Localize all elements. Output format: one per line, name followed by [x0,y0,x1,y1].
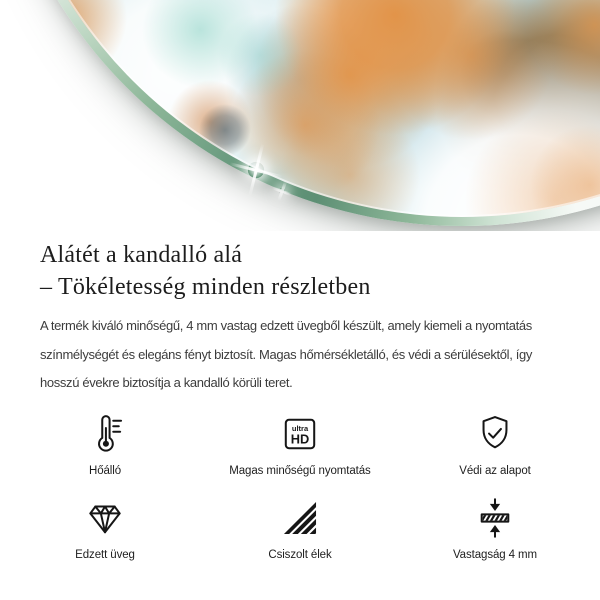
description-line: A termék kiváló minőségű, 4 mm vastag edzett üvegből készült, amely kiemeli a nyomtatás [40,318,532,333]
title-line-1: Alátét a kandalló alá [40,242,243,268]
product-description-text [40,312,560,398]
feature-label: Vastagság 4 mm [452,548,538,561]
description-line: hosszú évekre biztosítja a kandalló körüli teret. [40,375,293,390]
feature-high-quality-print [170,411,430,477]
marble-art-print [0,0,600,217]
feature-thickness-4mm [430,495,560,561]
feature-label: Edzett üveg [75,548,135,561]
feature-polished-edges [170,495,430,561]
product-photo [0,0,600,231]
thickness-icon [473,495,517,541]
description-line: színmélységét és elegáns fényt biztosít. Magas hőmérsékletálló, és védi a sérülésektől, így [40,346,533,362]
thermometer-icon [83,411,127,457]
product-description-section [0,239,600,561]
feature-heat-resistant [40,411,170,477]
feature-grid [40,411,560,561]
feature-protects-base [430,411,560,477]
feature-label: Csiszolt élek [268,548,332,561]
ultra-hd-icon [278,411,322,457]
diamond-icon [83,495,127,541]
feature-label: Magas minőségű nyomtatás [229,464,371,477]
shield-check-icon [473,411,517,457]
title-line-2: – Tökéletesség minden részletben [40,274,371,300]
feature-tempered-glass [40,495,170,561]
feature-label: Hőálló [88,464,121,477]
svg-text:HD: HD [290,431,310,447]
polished-edge-icon [278,495,322,541]
svg-text:ultra: ultra [291,423,309,433]
feature-label: Védi az alapot [459,464,531,477]
page-title [40,239,560,303]
glass-plate [0,0,600,226]
